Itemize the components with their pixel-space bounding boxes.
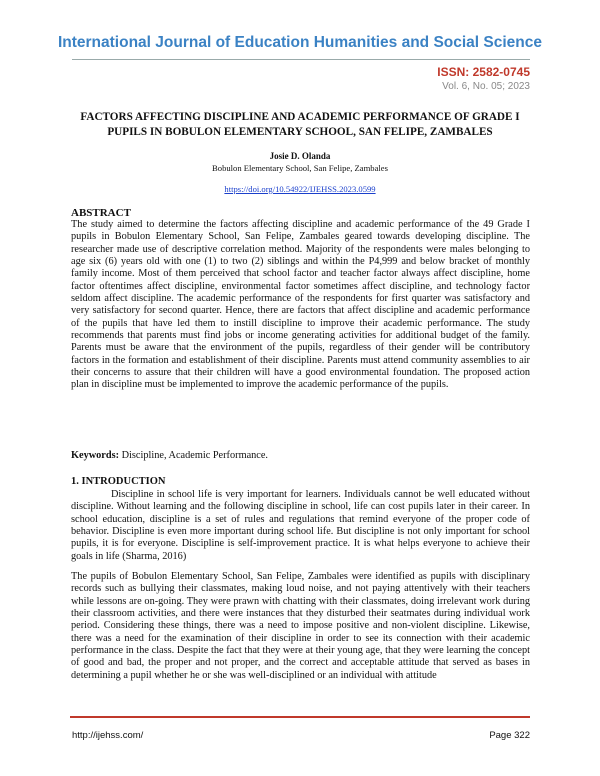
doi-line bbox=[0, 184, 600, 194]
page-number: Page 322 bbox=[489, 730, 530, 741]
issn-label: ISSN: 2582-0745 bbox=[437, 65, 530, 79]
author-name: Josie D. Olanda bbox=[269, 151, 331, 161]
doi-link[interactable]: https://doi.org/10.54922/IJEHSS.2023.0599 bbox=[224, 184, 376, 194]
footer-url: http://ijehss.com/ bbox=[72, 730, 144, 741]
abstract-heading: ABSTRACT bbox=[71, 207, 131, 219]
keywords-label: Keywords: bbox=[71, 450, 120, 461]
abstract-text: The study aimed to determine the factors affecting discipline and academic performance of the 49 Grade I pupils in Bobulon Elementary School, San Felipe, Zambales geared towards developing discipline. The researcher made use of descriptive correlation method. Majority of the respondents were males belonging to age six (6) years old with one (1) to two (2) siblings and within the P4,999 and below bracket of monthly family income. Most of them perceived that school factor and teacher factor always affect discipline, home factor oftentimes affect discipline, environmental factor sometimes affect discipline, and technology factor seldom affect discipline. The academic performance of the respondents for first quarter was satisfactory and very satisfactory for second quarter. Hence, there are factors that affect discipline and academic performance of the pupils that have led them to instill discipline to improve their academic performance. The study recommends that parents must find jobs or income generating activities for additional budget of the family. Parents must be aware that the environment of the pupils, regardless of their gender will be contributory factors in the formation and establishment of their discipline. Parents must attend community assemblies to air their concerns to assure that their children will have a good environmental foundation. The proposed action plan in discipline must be implemented to improve the academic performance of the pupils. bbox=[71, 219, 530, 391]
author-affiliation: Bobulon Elementary School, San Felipe, Zambales bbox=[212, 163, 388, 173]
journal-title: International Journal of Education Humanities and Social Science bbox=[57, 34, 543, 51]
volume-label: Vol. 6, No. 05; 2023 bbox=[442, 81, 530, 92]
keywords-line bbox=[71, 450, 268, 461]
paper-title: FACTORS AFFECTING DISCIPLINE AND ACADEMIC PERFORMANCE OF GRADE I PUPILS IN BOBULON ELEMENTARY SCHOOL, SAN FELIPE, ZAMBALES bbox=[80, 111, 520, 138]
header-divider bbox=[72, 59, 530, 60]
introduction-paragraph-1: Discipline in school life is very important for learners. Individuals cannot be well educated without discipline. Without learning and the following discipline in school, life can cost pupils later in their career. In school education, discipline is a set of rules and regulations that remind everyone of the proper code of behavior. Discipline is even more important during school life. But discipline is not only important for school pupils, it is for everyone. Discipline is self-improvement practice. It is what helps everyone to achieve their goals in life (Sharma, 2016) bbox=[71, 489, 530, 562]
keywords-text: Discipline, Academic Performance. bbox=[119, 450, 269, 461]
introduction-heading: 1. INTRODUCTION bbox=[71, 476, 166, 487]
introduction-paragraph-2: The pupils of Bobulon Elementary School, San Felipe, Zambales were identified as pupils with disciplinary records such as bullying their classmates, making loud noise, and not paying attentively with their teachers while lessons are on-going. They were prawn with chatting with their classmates, doing irrelevant work during their classroom activities, and there were instances that they disturbed their seatmates during individual work period. Considering these things, there was a need to impose positive and non-violent discipline. Likewise, there was a need for the examination of their discipline in order to see its connection with their academic performance in the class. Despite the fact that they were at their young age, that they were learning the concept of good and bad, the proper and not proper, and the correct and acceptable attitude that served as bases in determining a pupil whether he or she was well-disciplined or an individual with attitude bbox=[71, 571, 530, 681]
footer-divider bbox=[70, 716, 530, 718]
